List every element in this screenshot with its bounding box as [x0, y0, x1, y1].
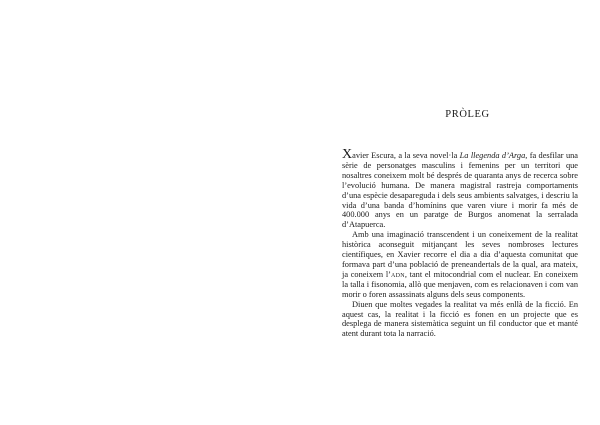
paragraph-3: Diuen que moltes vegades la realitat va més enllà de la ficció. En aquest cas, la realitat i la ficció es fonen en un projecte que es desplega de manera sistemàtica seguint un fil conductor que et manté atent durant tota la narració. [342, 299, 578, 339]
paragraph-1 [342, 147, 578, 230]
book-title: La llegenda d’Arga [459, 151, 526, 160]
chapter-title: PRÒLEG [445, 109, 490, 120]
prologue-body [342, 147, 578, 339]
paragraph-2-text-end: , tant el mitocondrial com el nuclear. En coneixem la talla i fisonomia, allò que menjaven, com es relacionaven i com van morir o foren assassinats alguns dels seus components. [342, 269, 578, 299]
dna-abbreviation: adn [390, 269, 405, 279]
paragraph-1-text-end: , fa desfilar una sèrie de personatges masculins i femenins per un territori que nosaltres coneixem molt bé després de quaranta anys de recerca sobre l’evolució humana. De manera magistral rastreja comportaments d’una espècie desapareguda i dels seus ambients salvatges, i descriu la vida d’una banda d’homínins que varen viure i morir fa més de 400.000 anys en un paratge de Burgos anomenat la serralada d’Atapuerca. [342, 151, 578, 230]
paragraph-1-text-start: avier Escura, a la seva novel·la [352, 151, 460, 160]
paragraph-2 [342, 230, 578, 299]
drop-cap: X [342, 147, 353, 162]
right-page [300, 0, 600, 425]
paragraph-2-text-start: Amb una imaginació transcendent i un coneixement de la realitat històrica aconseguit mitjançant les seves nombroses lectures científiques, en Xavier recorre el dia a dia d’aquesta comunitat que formava part d’una població de preneandertals de la qual, ara mateix, ja coneixem l’ [342, 230, 578, 279]
